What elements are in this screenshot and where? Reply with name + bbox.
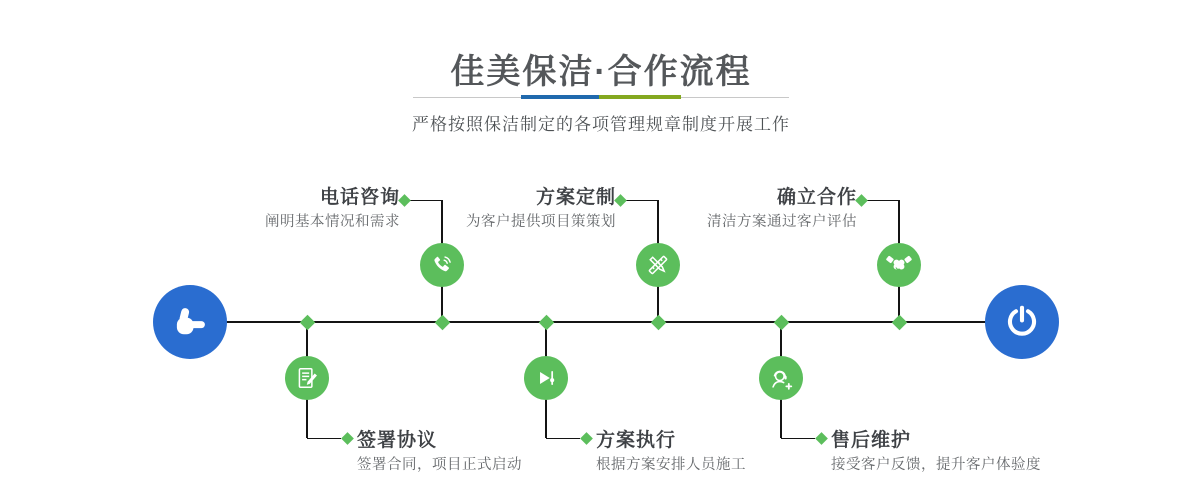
diamond-marker bbox=[773, 314, 789, 330]
divider-accent bbox=[521, 95, 681, 99]
end-node bbox=[985, 285, 1059, 359]
page-subtitle: 严格按照保洁制定的各项管理规章制度开展工作 bbox=[412, 115, 790, 134]
step-node-plan bbox=[636, 243, 680, 287]
step-label bbox=[396, 187, 616, 231]
step-title: 方案定制 bbox=[535, 187, 616, 208]
step-title: 确立合作 bbox=[776, 187, 857, 208]
step-label bbox=[180, 187, 400, 231]
step-desc: 清洁方案通过客户评估 bbox=[707, 214, 857, 230]
divider-blue-segment bbox=[521, 95, 599, 99]
diamond-marker bbox=[341, 432, 354, 445]
step-title: 方案执行 bbox=[596, 430, 677, 451]
step-label bbox=[831, 430, 1091, 474]
step-label bbox=[637, 187, 857, 231]
start-node bbox=[153, 285, 227, 359]
step-node-cooperation bbox=[877, 243, 921, 287]
sign-document-icon bbox=[294, 365, 320, 391]
divider-olive-segment bbox=[599, 95, 681, 99]
step-node-phone bbox=[420, 243, 464, 287]
power-icon bbox=[1003, 303, 1041, 341]
step-title: 售后维护 bbox=[831, 430, 912, 451]
diamond-marker bbox=[891, 314, 907, 330]
step-desc: 为客户提供项目策策划 bbox=[466, 214, 616, 230]
customer-service-icon bbox=[768, 365, 795, 392]
step-title: 电话咨询 bbox=[319, 187, 400, 208]
handshake-icon bbox=[885, 251, 913, 279]
diamond-marker bbox=[299, 314, 315, 330]
step-desc: 签署合同，项目正式启动 bbox=[357, 457, 522, 473]
step-desc: 接受客户反馈，提升客户体验度 bbox=[831, 457, 1041, 473]
connector-line bbox=[307, 438, 341, 440]
diamond-marker bbox=[538, 314, 554, 330]
connector-line bbox=[863, 200, 899, 202]
step-node-agreement bbox=[285, 356, 329, 400]
play-icon bbox=[533, 365, 559, 391]
step-node-aftersales bbox=[759, 356, 803, 400]
pointing-hand-icon bbox=[169, 301, 211, 343]
phone-icon bbox=[429, 252, 455, 278]
step-desc: 根据方案安排人员施工 bbox=[596, 457, 746, 473]
title-divider bbox=[413, 95, 789, 100]
step-label bbox=[357, 430, 617, 474]
diamond-marker bbox=[650, 314, 666, 330]
step-node-execution bbox=[524, 356, 568, 400]
page-title: 佳美保洁·合作流程 bbox=[450, 53, 752, 91]
step-desc: 阐明基本情况和需求 bbox=[265, 214, 400, 230]
step-title: 签署协议 bbox=[357, 430, 438, 451]
diamond-marker bbox=[434, 314, 450, 330]
design-tools-icon bbox=[645, 252, 671, 278]
